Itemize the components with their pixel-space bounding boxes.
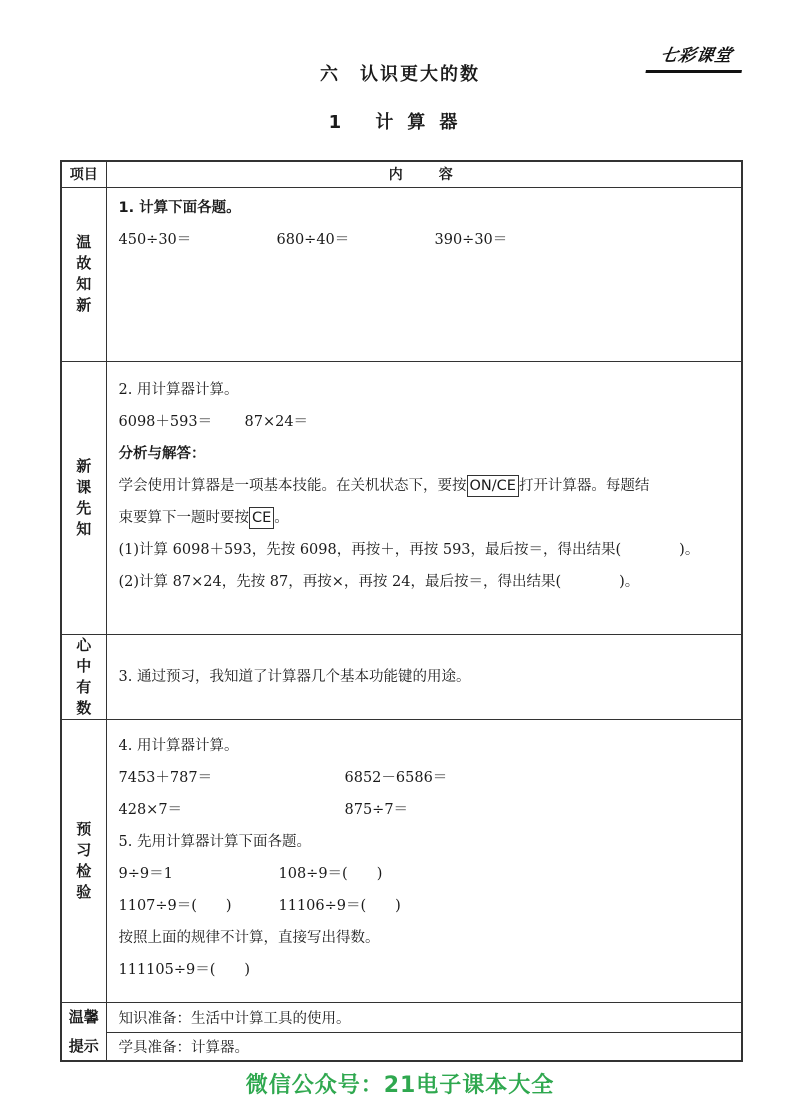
section-label-review: 温 故 知 新 bbox=[61, 187, 106, 361]
list-item: 6852－6586＝ bbox=[344, 769, 448, 786]
ce-key: CE bbox=[249, 507, 274, 529]
section-label-preview-check: 预 习 检 验 bbox=[61, 719, 106, 1002]
section-content-review bbox=[106, 187, 742, 361]
question-5-row-2 bbox=[119, 890, 742, 922]
list-item: 7453＋787＝ bbox=[118, 769, 213, 786]
header-project: 项目 bbox=[61, 161, 106, 187]
section-content-new-lesson bbox=[106, 361, 742, 634]
section-content-understanding bbox=[106, 634, 742, 719]
section-new-lesson bbox=[61, 361, 742, 634]
lesson-title: 1 计算器 bbox=[328, 112, 472, 133]
list-item: 390÷30＝ bbox=[434, 231, 508, 248]
section-review bbox=[61, 187, 742, 361]
list-item: 1107÷9＝( ) bbox=[118, 897, 232, 914]
question-2-items bbox=[119, 406, 742, 438]
footer-watermark: 微信公众号：21电子课本大全 bbox=[245, 1073, 555, 1098]
question-1-items bbox=[119, 224, 742, 256]
section-label-understanding: 心 中 有 数 bbox=[61, 634, 106, 719]
worksheet-table bbox=[60, 160, 743, 1062]
tips-row-2 bbox=[61, 1032, 742, 1061]
list-item: 875÷7＝ bbox=[344, 801, 409, 818]
question-5-row-1 bbox=[119, 858, 742, 890]
pattern-question: 111105÷9＝( ) bbox=[118, 961, 251, 978]
paragraph-line: 学会使用计算器是一项基本技能。在关机状态下，要按 ON/CE 打开计算器。每题结 bbox=[119, 470, 742, 502]
list-item: 9÷9＝1 bbox=[118, 865, 173, 882]
step-1: (1)计算 6098＋593，先按 6098，再按＋，再按 593，最后按＝，得出结果( )。 bbox=[118, 541, 700, 558]
question-5: 5. 先用计算器计算下面各题。 bbox=[118, 833, 311, 850]
tips-line-1: 知识准备：生活中计算工具的使用。 bbox=[106, 1002, 742, 1032]
question-3: 3. 通过预习，我知道了计算器几个基本功能键的用途。 bbox=[118, 668, 471, 685]
section-content-preview-check bbox=[106, 719, 742, 1002]
analysis-heading: 分析与解答： bbox=[118, 445, 206, 462]
question-4: 4. 用计算器计算。 bbox=[118, 737, 239, 754]
section-preview-check bbox=[61, 719, 742, 1002]
list-item: 428×7＝ bbox=[118, 801, 183, 818]
section-understanding bbox=[61, 634, 742, 719]
brand-logo: 七彩课堂 bbox=[645, 44, 746, 73]
list-item: 11106÷9＝( ) bbox=[278, 897, 401, 914]
pattern-instruction: 按照上面的规律不计算，直接写出得数。 bbox=[118, 929, 380, 946]
table-header-row bbox=[61, 161, 742, 187]
question-4-row-1 bbox=[119, 762, 742, 794]
list-item: 680÷40＝ bbox=[276, 231, 350, 248]
list-item: 450÷30＝ bbox=[118, 231, 192, 248]
section-label-new-lesson: 新 课 先 知 bbox=[61, 361, 106, 634]
question-1: 1. 计算下面各题。 bbox=[118, 199, 241, 216]
question-4-row-2 bbox=[119, 794, 742, 826]
header-content: 内容 bbox=[106, 161, 742, 187]
on-ce-key: ON/CE bbox=[467, 475, 519, 497]
step-2: (2)计算 87×24，先按 87，再按×，再按 24，最后按＝，得出结果( )。 bbox=[118, 573, 640, 590]
list-item: 108÷9＝( ) bbox=[278, 865, 383, 882]
list-item: 87×24＝ bbox=[244, 413, 309, 430]
question-2: 2. 用计算器计算。 bbox=[118, 381, 239, 398]
list-item: 6098＋593＝ bbox=[118, 413, 213, 430]
chapter-title: 六 认识更大的数 bbox=[320, 64, 480, 85]
tips-line-2: 学具准备：计算器。 bbox=[106, 1032, 742, 1061]
tips-label-bottom: 提示 bbox=[61, 1032, 106, 1061]
paragraph-line: 束要算下一题时要按 CE 。 bbox=[119, 502, 742, 534]
tips-label-top: 温馨 bbox=[61, 1002, 106, 1032]
tips-row-1 bbox=[61, 1002, 742, 1032]
